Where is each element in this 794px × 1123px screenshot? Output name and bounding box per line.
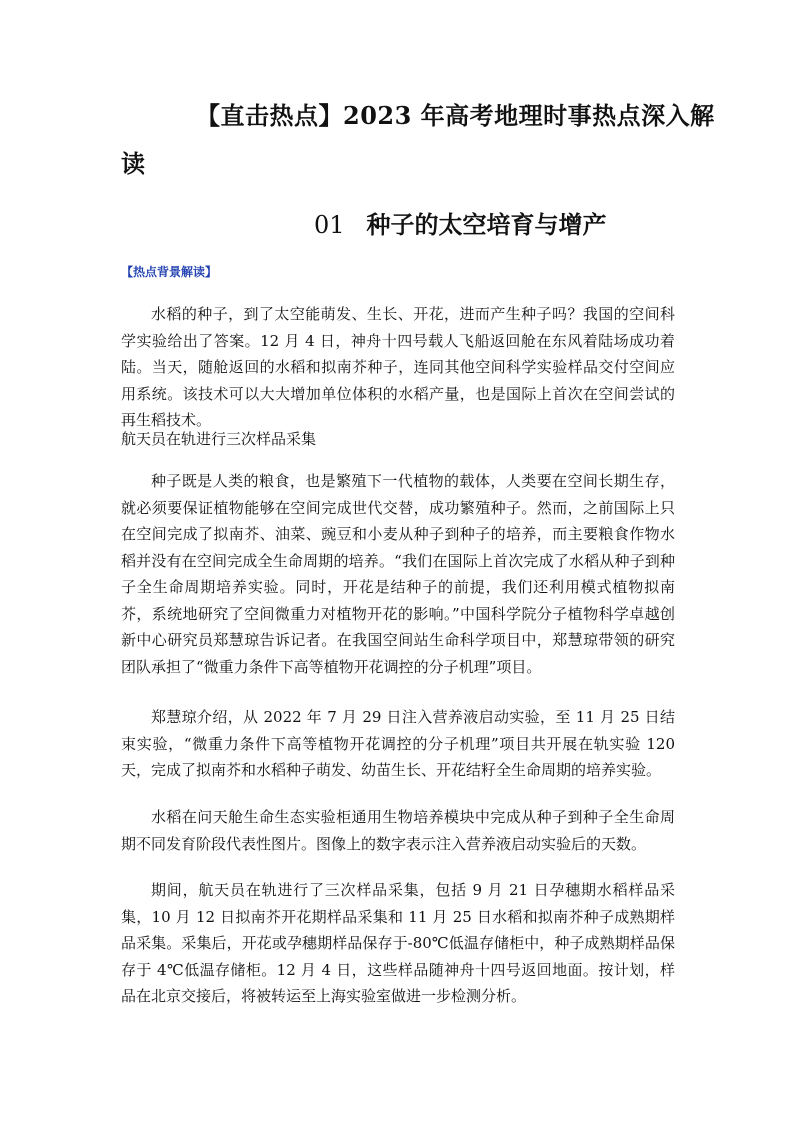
subtitle-number: 01 bbox=[314, 211, 345, 239]
subtitle-text: 种子的太空培育与增产 bbox=[366, 210, 607, 239]
section-label: 【热点背景解读】 bbox=[121, 265, 218, 279]
subheading: 航天员在轨进行三次样品采集 bbox=[121, 430, 317, 448]
article-subtitle bbox=[314, 205, 607, 240]
paragraph-sampling: 期间，航天员在轨进行了三次样品采集，包括 9 月 21 日孕穗期水稻样品采集，10 月 12 日拟南芥开花期样品采集和 11 月 25 日水稻和拟南芥种子成熟期样品采集。采集后，开花或孕穗期样品保存于-80℃低温存储柜中，种子成熟期样品保存于 4℃低温存储柜。12 月 4 日，这些样品随神舟十四号返回地面。按计划，样品在北京交接后，将被转运至上海实验室做进一步检测分析。 bbox=[121, 881, 675, 1005]
paragraph-intro: 水稻的种子，到了太空能萌发、生长、开花，进而产生种子吗？我国的空间科学实验给出了答案。12 月 4 日，神舟十四号载人飞船返回舱在东风着陆场成功着陆。当天，随舱返回的水稻和拟南芥种子，连同其他空间科学实验样品交付空间应用系统。该技术可以大大增加单位体积的水稻产量，也是国际上首次在空间尝试的再生稻技术。 bbox=[121, 305, 675, 429]
paragraph-background: 种子既是人类的粮食，也是繁殖下一代植物的载体，人类要在空间长期生存，就必须要保证植物能够在空间完成世代交替，成功繁殖种子。然而，之前国际上只在空间完成了拟南芥、油菜、豌豆和小麦从种子到种子的培养，而主要粮食作物水稻并没有在空间完成全生命周期的培养。“我们在国际上首次完成了水稻从种子到种子全生命周期培养实验。同时，开花是结种子的前提，我们还利用模式植物拟南芥，系统地研究了空间微重力对植物开花的影响。”中国科学院分子植物科学卓越创新中心研究员郑慧琼告诉记者。在我国空间站生命科学项目中，郑慧琼带领的研究团队承担了“微重力条件下高等植物开花调控的分子机理”项目。 bbox=[121, 472, 675, 676]
paragraph-image-caption: 水稻在问天舱生命生态实验柜通用生物培养模块中完成从种子到种子全生命周期不同发育阶段代表性图片。图像上的数字表示注入营养液启动实验后的天数。 bbox=[121, 808, 675, 853]
paragraph-experiment: 郑慧琼介绍，从 2022 年 7 月 29 日注入营养液启动实验，至 11 月 25 日结束实验，“微重力条件下高等植物开花调控的分子机理”项目共开展在轨实验 120 天，完成了拟南芥和水稻种子萌发、幼苗生长、开花结籽全生命周期的培养实验。 bbox=[121, 708, 675, 779]
document-title-continuation: 读 bbox=[121, 149, 145, 178]
document-title: 【直击热点】2023 年高考地理时事热点深入解 bbox=[196, 101, 715, 130]
